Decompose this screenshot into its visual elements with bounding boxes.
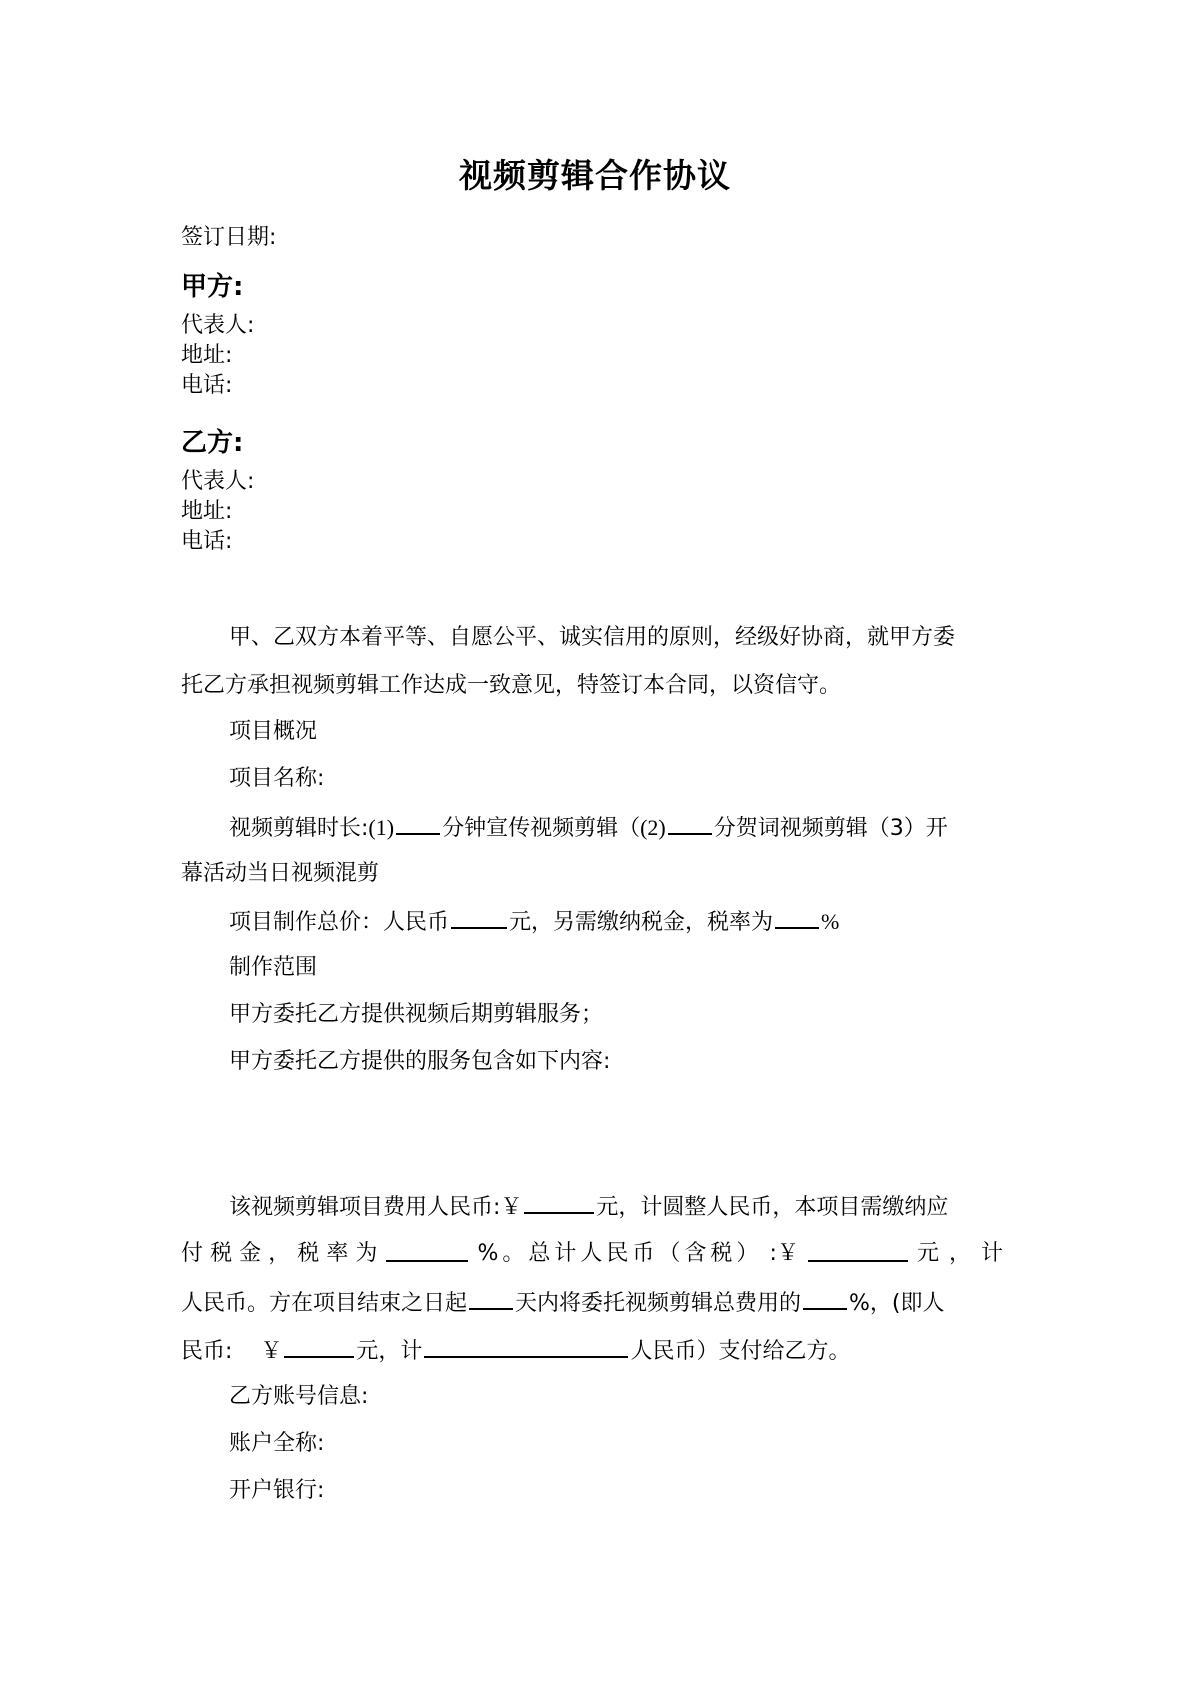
tax-rate-blank[interactable] <box>775 905 819 929</box>
fee-total-unit: 元，计 <box>916 1241 1013 1266</box>
fee-line-2-char: ， <box>268 1241 291 1266</box>
duration-item-1-text: 分钟宣传视频剪辑 <box>442 816 619 841</box>
fee-label: 该视频剪辑项目费用人民币:￥ <box>229 1195 523 1220</box>
party-a-rep-label: 代表人: <box>181 313 255 338</box>
fee-line-2 <box>181 1238 1013 1270</box>
fee-line-2-char: 税 <box>210 1241 233 1266</box>
fee-line-3-b: 天内将委托视频剪辑总费用的 <box>515 1291 802 1316</box>
party-b-address-label: 地址: <box>181 499 233 524</box>
fee-line-4-a: 民币: <box>181 1339 233 1364</box>
fee-line-2-char: 付 <box>181 1241 204 1266</box>
payment-percent-blank[interactable] <box>803 1286 847 1310</box>
party-a-address-label: 地址: <box>181 343 233 368</box>
fee-line-3-c: %，(即人 <box>849 1291 945 1316</box>
fee-line-3 <box>181 1286 945 1320</box>
fee-line-2-char: 为 <box>355 1241 378 1266</box>
fee-line-4-c: 元，计 <box>356 1339 423 1364</box>
duration-item-2-text: 分贺词视频剪辑（3）开 <box>713 816 948 841</box>
party-a-phone-label: 电话: <box>181 373 233 398</box>
percent-sign: % <box>821 909 840 934</box>
bank-label: 开户银行: <box>229 1478 325 1503</box>
fee-line-4-currency: ￥ <box>260 1339 283 1364</box>
price-unit: 元，另需缴纳税金，税率为 <box>509 910 774 935</box>
price-blank[interactable] <box>451 905 507 929</box>
document-title: 视频剪辑合作协议 <box>459 156 731 195</box>
duration-item-1-blank[interactable] <box>396 811 440 835</box>
duration-label: 视频剪辑时长: <box>229 816 369 841</box>
price-label: 项目制作总价：人民币 <box>229 910 450 935</box>
duration-line-2: 幕活动当日视频混剪 <box>181 861 380 886</box>
sign-date-label: 签订日期: <box>181 225 277 250</box>
duration-item-2-blank[interactable] <box>668 811 712 835</box>
duration-item-1-number: (1) <box>368 815 395 840</box>
party-b-heading: 乙方: <box>181 428 244 458</box>
scope-line-1: 甲方委托乙方提供视频后期剪辑服务； <box>229 1002 604 1027</box>
overview-heading: 项目概况 <box>229 719 318 744</box>
party-b-rep-label: 代表人: <box>181 469 255 494</box>
account-name-label: 账户全称: <box>229 1431 325 1456</box>
account-heading: 乙方账号信息: <box>229 1384 369 1409</box>
intro-line-2: 托乙方承担视频剪辑工作达成一致意见，特签订本合同，以资信守。 <box>181 673 842 698</box>
price-line <box>229 905 839 939</box>
fee-line-2-char: 金 <box>239 1241 262 1266</box>
fee-line-4-d: 人民币）支付给乙方。 <box>630 1339 851 1364</box>
fee-tax-rate-blank[interactable] <box>386 1238 468 1262</box>
party-b-phone-label: 电话: <box>181 529 233 554</box>
fee-line-1 <box>229 1190 948 1224</box>
fee-total-label: %。总计人民币（含税） <box>477 1241 763 1266</box>
intro-line-1: 甲、乙双方本着平等、自愿公平、诚实信用的原则，经级好协商，就甲方委 <box>229 625 956 650</box>
duration-item-2-number: (2) <box>640 815 666 840</box>
fee-total-currency: :￥ <box>769 1241 799 1266</box>
fee-total-blank[interactable] <box>808 1238 908 1262</box>
payment-words-blank[interactable] <box>424 1334 628 1358</box>
payment-amount-blank[interactable] <box>284 1334 354 1358</box>
project-name-label: 项目名称: <box>229 766 325 791</box>
fee-line-2-char: 率 <box>326 1241 349 1266</box>
duration-line: 视频剪辑时长:(1) 分钟宣传视频剪辑（(2) 分贺词视频剪辑（3）开 <box>229 811 948 845</box>
fee-amount-blank[interactable] <box>524 1190 594 1214</box>
party-a-heading: 甲方: <box>181 272 244 302</box>
fee-line-3-a: 人民币。方在项目结束之日起 <box>181 1291 468 1316</box>
payment-days-blank[interactable] <box>469 1286 513 1310</box>
fee-line-2-char: 税 <box>297 1241 320 1266</box>
fee-line-1-rest: 元，计圆整人民币，本项目需缴纳应 <box>596 1195 949 1220</box>
scope-heading: 制作范围 <box>229 955 318 980</box>
fee-line-4 <box>181 1334 850 1368</box>
scope-line-2: 甲方委托乙方提供的服务包含如下内容: <box>229 1049 611 1074</box>
